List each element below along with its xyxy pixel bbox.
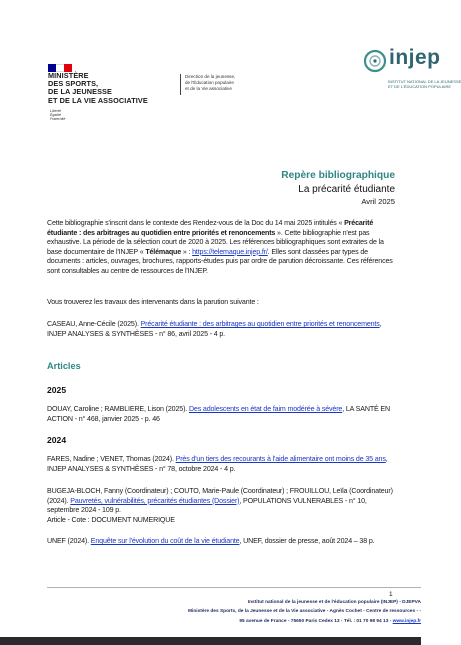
year-heading-2024: 2024 xyxy=(47,435,67,445)
ministry-name xyxy=(48,72,148,105)
reference-author: BUGEJA-BLOCH, Fanny (Coordinateur) ; COUTO, Marie-Paule (Coordinateur) ; FROUILLOU, Leïla (Coordinateur) (2024). xyxy=(47,487,393,505)
footer-line: Institut national de la jeunesse et de l'éducation populaire (INJEP) - DJEPVA xyxy=(247,600,421,605)
database-name: Télémaque xyxy=(145,247,182,256)
ministry-line: DES SPORTS, xyxy=(48,79,99,89)
intro-text: » : xyxy=(181,247,193,256)
reference-link[interactable]: Des adolescents en état de faim modérée à sévère xyxy=(188,405,343,413)
direction-line: de l'Éducation populaire xyxy=(185,79,234,85)
reference-item xyxy=(47,487,397,525)
publication-date: Avril 2025 xyxy=(361,197,395,206)
ministry-line: MINISTÈRE xyxy=(48,71,89,80)
injep-wordmark: injep xyxy=(389,46,441,69)
injep-sub-line: ET DE L'ÉDUCATION POPULAIRE xyxy=(388,84,452,89)
reference-link[interactable]: Pauvretés, vulnérabilités, précarités étudiantes (Dossier) xyxy=(70,496,240,505)
page-subtitle: La précarité étudiante xyxy=(298,184,395,195)
reference-link[interactable]: Précarité étudiante : des arbitrages au quotidien entre priorités et renoncements xyxy=(140,320,380,328)
reference-link[interactable]: Enquête sur l'évolution du coût de la vie étudiante xyxy=(90,537,240,545)
intro-text: . Elles sont classées par types de documents : articles, ouvrages, brochures, rapports-études puis par ordre de parution décroissante. Ces références sont consultables au centre de ressources de l'INJEP. xyxy=(47,247,393,275)
reference-details: , INJEP ANALYSES & SYNTHÈSES - n° 78, octobre 2024 - 4 p. xyxy=(47,455,388,473)
reference-item xyxy=(47,405,397,424)
reference-details: , LA SANTÉ EN ACTION - n° 468, janvier 2025 - p. 46 xyxy=(47,405,390,423)
intro-text: ». Cette bibliographie n'est pas exhaustive. La période de la sélection court de 2020 à 2025. Les références bibliographiques sont extraites de la base documentaire de l'INJEP « xyxy=(47,228,384,256)
page-title: Repère bibliographique xyxy=(281,170,395,181)
reference-details: , UNEF, dossier de presse, août 2024 – 38 p. xyxy=(239,537,375,545)
footer-line xyxy=(110,619,421,624)
footer-divider xyxy=(47,587,421,588)
direction-label xyxy=(185,74,235,91)
reference-details: , POPULATIONS VULNERABLES - n° 10, septembre 2024 - 109 p. xyxy=(47,496,367,515)
speakers-intro: Vous trouverez les travaux des intervenants dans la parution suivante : xyxy=(47,298,259,306)
intro-paragraph xyxy=(47,219,397,277)
event-title: Précarité étudiante : des arbitrages au quotidien entre priorités et renoncements xyxy=(47,219,374,237)
reference-cote: Article - Cote : DOCUMENT NUMERIQUE xyxy=(47,515,175,524)
direction-line: et de la Vie associative xyxy=(185,85,232,91)
motto-line: Liberté xyxy=(50,109,61,113)
injep-sub-line: INSTITUT NATIONAL DE LA JEUNESSE xyxy=(388,79,461,84)
ministry-line: ET DE LA VIE ASSOCIATIVE xyxy=(48,95,148,105)
reference-item xyxy=(47,537,397,547)
motto-line: Fraternité xyxy=(50,117,66,122)
viewer-bottom-bar xyxy=(0,637,421,645)
speaker-reference xyxy=(47,320,397,339)
intro-text: Cette bibliographie s'inscrit dans le contexte des Rendez-vous de la Doc du 14 mai 2025 intitulés « xyxy=(47,219,345,227)
footer-address: 95 avenue de France - 75650 Paris Cedex 13 - Tél. : 01 70 98 94 13 - xyxy=(239,619,393,624)
injep-website-link[interactable]: www.injep.fr xyxy=(392,619,421,624)
reference-link[interactable]: Près d'un tiers des recourants à l'aide alimentaire ont moins de 35 ans xyxy=(175,455,386,463)
reference-author: FARES, Nadine ; VENET, Thomas (2024). xyxy=(47,455,176,463)
motto-line: Égalité xyxy=(50,113,61,118)
telemaque-link[interactable]: https://telemaque.injep.fr/ xyxy=(192,247,268,256)
reference-item xyxy=(47,455,397,474)
year-heading-2025: 2025 xyxy=(47,385,67,395)
reference-details: , INJEP ANALYSES & SYNTHÈSES - n° 86, avril 2025 - 4 p. xyxy=(47,320,382,338)
ministry-line: DE LA JEUNESSE xyxy=(48,87,112,97)
direction-line: Direction de la jeunesse, xyxy=(185,74,236,79)
reference-author: UNEF (2024). xyxy=(47,537,91,545)
injep-subtitle xyxy=(388,79,461,89)
section-heading-articles: Articles xyxy=(47,361,81,371)
footer-line: Ministère des Sports, de la Jeunesse et de la Vie associative - Agnès Cochet - Centre de ressources - - xyxy=(187,609,421,614)
republic-motto xyxy=(50,109,65,122)
header-divider xyxy=(180,74,181,95)
page-number: 1 xyxy=(389,591,393,598)
reference-author: CASEAU, Anne-Cécile (2025). xyxy=(47,320,141,328)
reference-author: DOUAY, Caroline ; RAMBLIERE, Lison (2025). xyxy=(47,405,189,413)
